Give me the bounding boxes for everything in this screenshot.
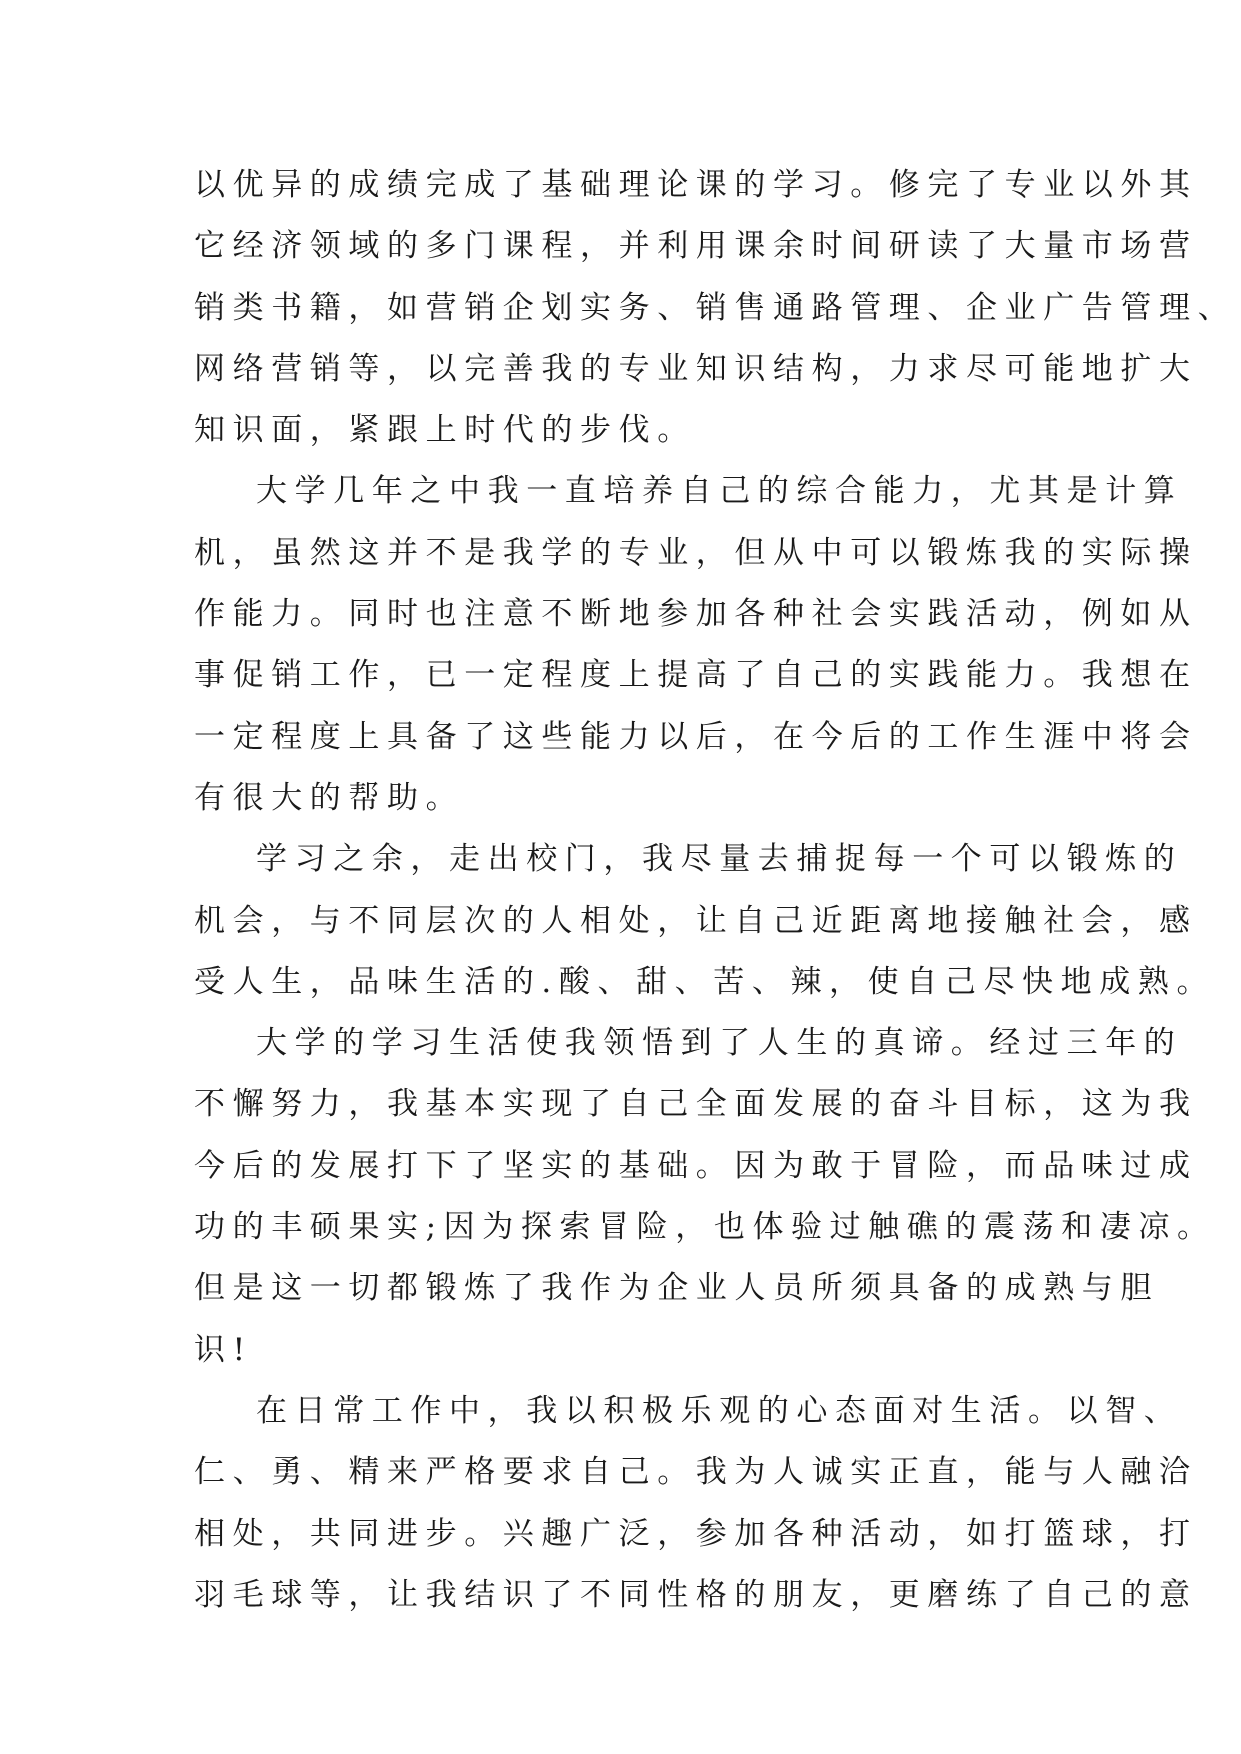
text-line: 仁、勇、精来严格要求自己。我为人诚实正直，能与人融洽 [194,1454,1198,1491]
paragraph-3 [194,829,1216,1013]
text-line: 网络营销等，以完善我的专业知识结构，力求尽可能地扩大 [194,350,1198,387]
text-line: 机，虽然这并不是我学的专业，但从中可以锻炼我的实际操 [194,534,1198,571]
text-line: 机会，与不同层次的人相处，让自己近距离地接触社会，感 [194,902,1198,939]
text-line: 大学的学习生活使我领悟到了人生的真谛。经过三年的 [256,1025,1183,1062]
paragraph-1 [194,155,1237,461]
paragraph-4 [194,1013,1216,1381]
paragraph-2 [194,461,1198,829]
text-line: 它经济领域的多门课程，并利用课余时间研读了大量市场营 [194,228,1198,265]
text-line: 识! [194,1331,253,1368]
text-line: 一定程度上具备了这些能力以后，在今后的工作生涯中将会 [194,718,1198,755]
text-line: 知识面，紧跟上时代的步伐。 [194,412,696,449]
paragraph-5 [194,1381,1198,1626]
text-line: 羽毛球等，让我结识了不同性格的朋友，更磨练了自己的意 [194,1576,1198,1613]
text-line: 相处，共同进步。兴趣广泛，参加各种活动，如打篮球，打 [194,1515,1198,1552]
text-line: 事促销工作，已一定程度上提高了自己的实践能力。我想在 [194,657,1198,694]
text-line: 有很大的帮助。 [194,779,465,816]
text-line: 以优异的成绩完成了基础理论课的学习。修完了专业以外其 [194,167,1198,203]
text-line: 但是这一切都锻炼了我作为企业人员所须具备的成熟与胆 [194,1270,1159,1307]
text-line: 受人生，品味生活的.酸、甜、苦、辣，使自己尽快地成熟。 [194,963,1216,1000]
text-line: 学习之余，走出校门，我尽量去捕捉每一个可以锻炼的 [256,841,1183,878]
text-line: 在日常工作中，我以积极乐观的心态面对生活。以智、 [256,1392,1183,1429]
document-body [194,155,1237,1626]
text-line: 功的丰硕果实;因为探索冒险，也体验过触礁的震荡和凄凉。 [194,1209,1216,1246]
text-line: 作能力。同时也注意不断地参加各种社会实践活动，例如从 [194,596,1198,633]
text-line: 不懈努力，我基本实现了自己全面发展的奋斗目标，这为我 [194,1086,1198,1123]
text-line: 今后的发展打下了坚实的基础。因为敢于冒险，而品味过成 [194,1147,1198,1184]
text-line: 销类书籍，如营销企划实务、销售通路管理、企业广告管理、 [194,289,1237,326]
text-line: 大学几年之中我一直培养自己的综合能力，尤其是计算 [256,473,1183,510]
